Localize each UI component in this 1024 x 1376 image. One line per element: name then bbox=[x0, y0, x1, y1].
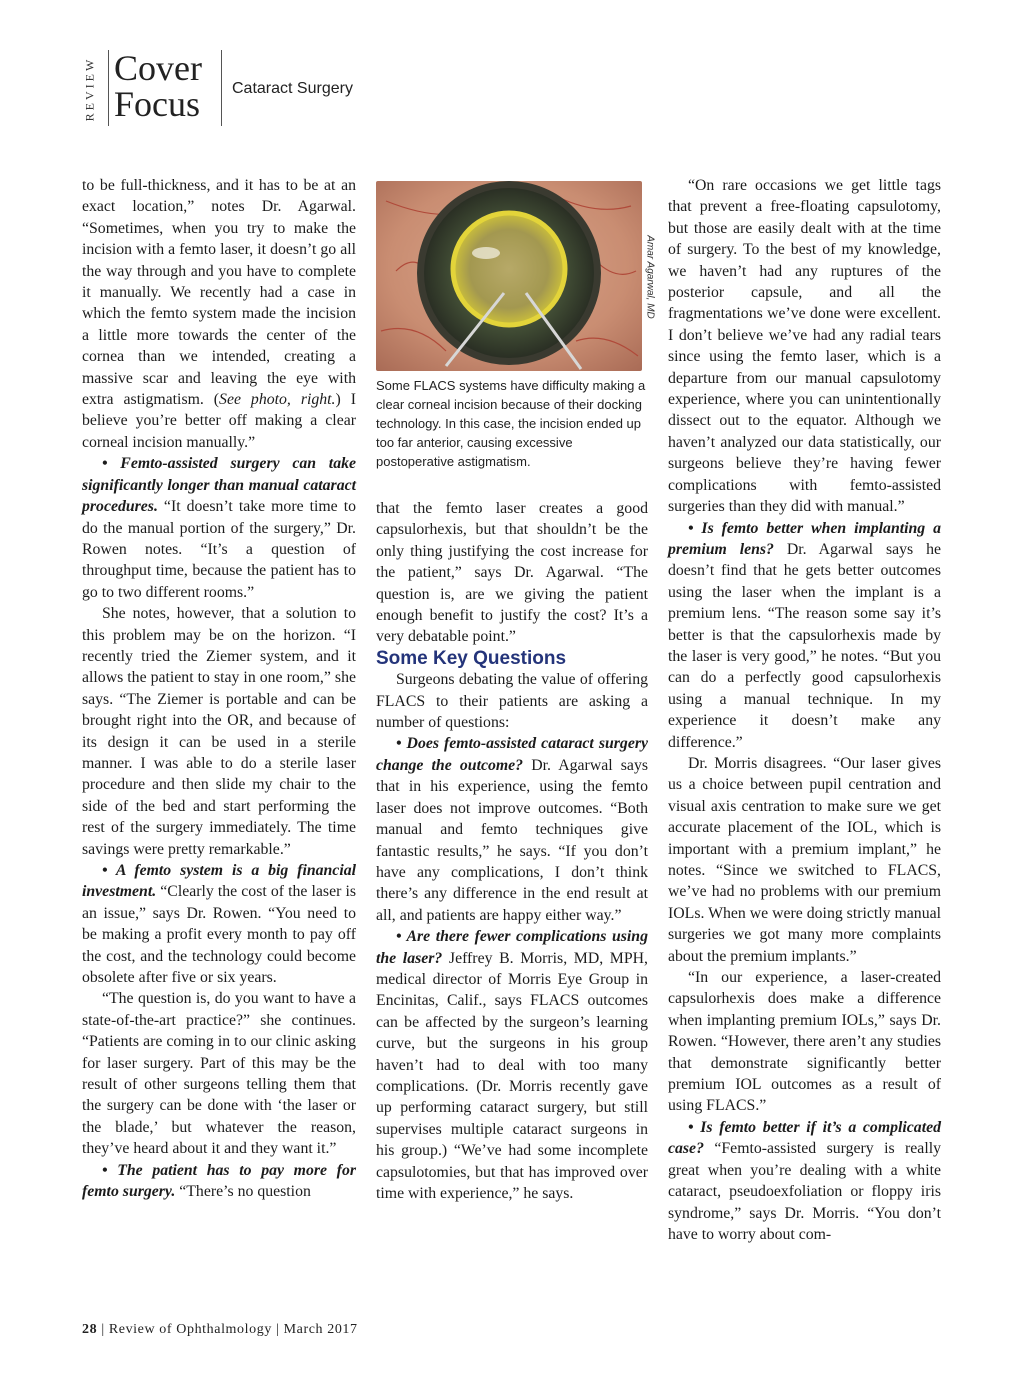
issue-date: March 2017 bbox=[283, 1322, 358, 1337]
section-heading: Some Key Questions bbox=[376, 647, 567, 669]
surgery-photo bbox=[376, 181, 642, 371]
column-2 bbox=[376, 498, 648, 1204]
question-paragraph: • The patient has to pay more for femto surgery. “There’s no question bbox=[82, 1161, 356, 1201]
review-vertical-label: REVIEW bbox=[82, 56, 97, 122]
paragraph: to be full-thickness, and it has to be at an exact location,” notes Dr. Agarwal. “Sometimes, when you try to make the incision with a femto laser, it doesn’t go all the way through and you have to complete it manually. We recently had a case in which the femto system made the incision a little more towards the center of the cornea than we intended, creating a massive scar and leaving the eye with extra astigmatism. (See photo, right.) I believe you’re better off making a clear corneal incision manually.” bbox=[82, 177, 356, 451]
figure-caption: Some FLACS systems have difficulty making a clear corneal incision because of their docking technology. In this case, the incision ended up too far anterior, causing excessive postoperative astigmatism. bbox=[376, 378, 646, 469]
paragraph: She notes, however, that a solution to this problem may be on the horizon. “I recently tried the Ziemer system, and it allows the patient to stay in one room,” she says. “The Ziemer is portable and can be brought right into the OR, and because of its design it can be used in a sterile manner. I was able to do a sterile laser procedure and then slide my chair to the side of the bed and start performing the rest of the surgery immediately. The time savings were pretty remarkable.” bbox=[82, 605, 356, 858]
column-3 bbox=[668, 175, 941, 1245]
cover-focus-title: Cover Focus bbox=[114, 48, 202, 124]
paragraph: “On rare occasions we get little tags that prevent a free-floating capsulotomy, but those are easily dealt with at the time of surgery. To the best of my knowledge, we haven’t had any ruptures of the posterior capsule, and all the fragmentations we’ve done were excellent. I don’t believe we’ve had any radial tears since using the femto laser, which is a departure from our manual capsulotomy experience, where you can unintentionally dissect out to the equator. Although we haven’t analyzed our data statistically, our surgeons believe they’re having fewer complications with femto-assisted surgeries than they did with manual.” bbox=[668, 177, 941, 516]
question-paragraph: • Is femto better if it’s a complicated case? “Femto-assisted surgery is really great when you’re dealing with a white cataract, pseudoexfoliation or floppy iris syndrome,” says Dr. Morris. “You don’t have to worry about com- bbox=[668, 1118, 941, 1243]
paragraph: “The question is, do you want to have a state-of-the-art practice?” she continues. “Patients are coming in to our clinic asking for laser surgery. Part of this may be the result of other surgeons telling them that the surgery can be done with ‘the laser or the blade,’ but whatever the reason, they’ve heard about it and they want it.” bbox=[82, 990, 356, 1158]
question-paragraph: • Are there fewer complications using the laser? Jeffrey B. Morris, MD, MPH, medical director of Morris Eye Group in Encinitas, Calif., says FLACS outcomes can be affected by the surgeon’s learning curve, but the surgeons in his group haven’t had to deal with too many complications. (Dr. Morris recently gave up performing cataract surgery, but still supervises multiple cataract surgeons in his group.) “We’ve had some incomplete capsulotomies, but that has improved over time with experience,” he says. bbox=[376, 928, 648, 1202]
header-divider bbox=[108, 50, 109, 126]
question-paragraph: • Is femto better when implanting a premium lens? Dr. Agarwal says he doesn’t find that he gets better outcomes using the laser when the implant is a premium lens. “The reason some say it’s better is that the capsulorhexis made by the laser is very good,” he notes. “But you can do a perfectly good capsulorhexis using a manual technique. In my experience it doesn’t make any difference.” bbox=[668, 519, 941, 751]
paragraph: Dr. Morris disagrees. “Our laser gives us a choice between pupil centration and visual axis centration to make sure we get accurate placement of the IOL, which is important with a premium implant,” he notes. “Since we switched to FLACS, we’ve had no problems with our premium IOLs. When we were doing strictly manual surgeries we got many more complaints about the premium implants.” bbox=[668, 754, 942, 965]
column-1 bbox=[82, 175, 356, 1203]
question-paragraph: • Femto-assisted surgery can take significantly longer than manual cataract procedures. “It doesn’t take more time to do the manual portion of the surgery,” Dr. Rowen notes. “It’s a question of throughput time, because the patient has to go to two different rooms.” bbox=[82, 455, 356, 601]
paragraph: that the femto laser creates a good capsulorhexis, but that shouldn’t be the only thing justifying the cost increase for the patient,” says Dr. Agarwal. “The question is, are we giving the patient enough benefit to justify the cost? It’s a very debatable point.” bbox=[376, 500, 648, 646]
publication-name: Review of Ophthalmology bbox=[108, 1322, 272, 1337]
page-number: 28 bbox=[82, 1322, 98, 1337]
header-divider bbox=[221, 50, 222, 126]
eye-photo-graphic bbox=[376, 181, 642, 371]
page-footer: 28 | Review of Ophthalmology | March 2017 bbox=[82, 1322, 358, 1337]
section-name: Cataract Surgery bbox=[232, 80, 353, 97]
photo-credit: Amar Agarwal, MD bbox=[644, 235, 656, 319]
question-paragraph: • Does femto-assisted cataract surgery change the outcome? Dr. Agarwal says that in his experience, using the femto laser does not improve outcomes. “Both manual and femto techniques give fantastic results,” he says. “If you don’t have any complications, I don’t think there’s any difference in the end result at all, and patients are happy either way.” bbox=[376, 735, 648, 924]
paragraph: Surgeons debating the value of offering FLACS to their patients are asking a number of questions: bbox=[376, 671, 648, 732]
paragraph: “In our experience, a laser-created capsulorhexis does make a difference when implanting premium IOLs,” says Dr. Rowen. “However, there aren’t any studies that demonstrate significantly better premium IOL outcomes as a result of using FLACS.” bbox=[668, 969, 941, 1115]
question-paragraph: • A femto system is a big financial investment. “Clearly the cost of the laser is an issue,” says Dr. Rowen. “You need to be making a profit every month to pay off the cost, and the technology could become obsolete after five or six years. bbox=[82, 862, 356, 987]
